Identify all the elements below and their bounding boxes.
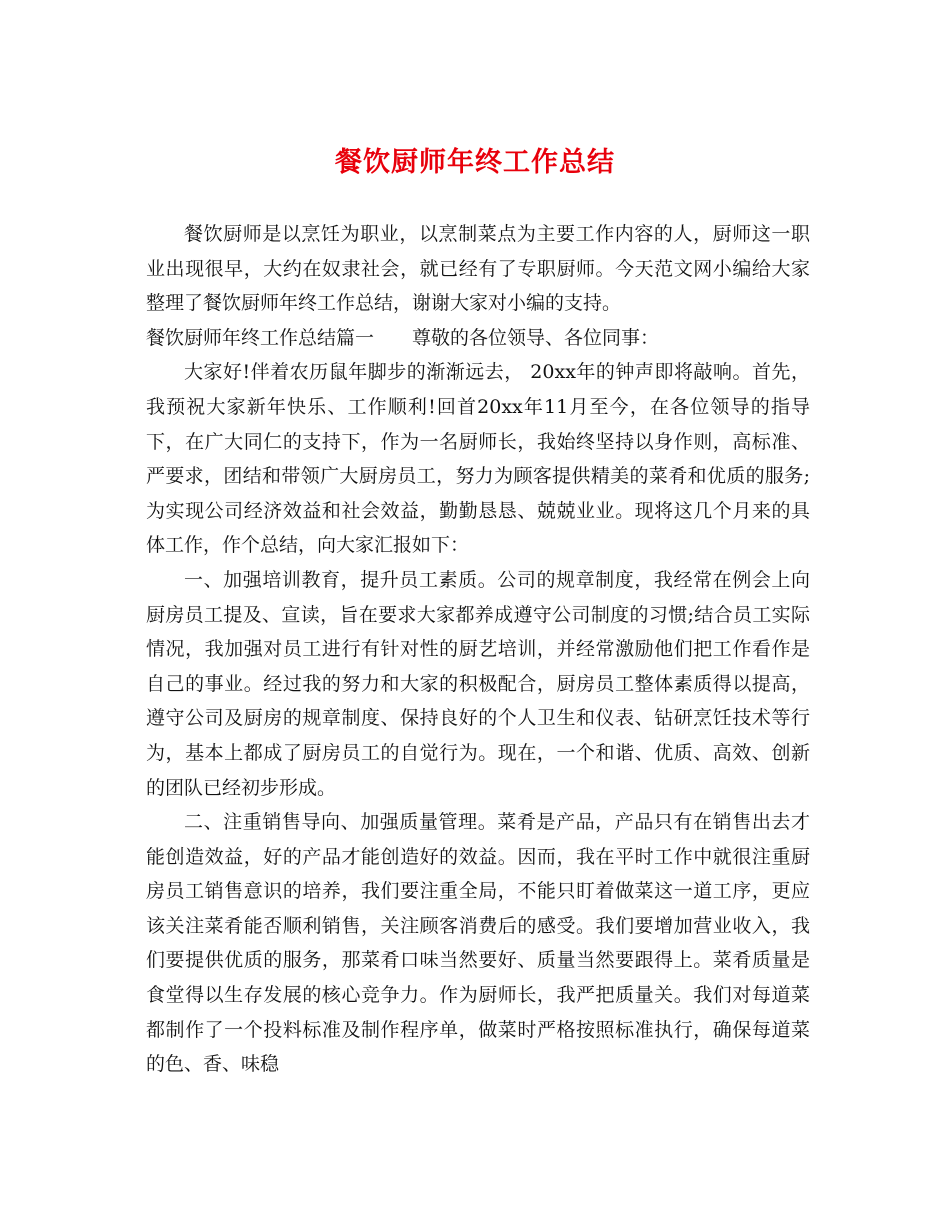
intro-paragraph: 餐饮厨师是以烹饪为职业，以烹制菜点为主要工作内容的人，厨师这一职业出现很早，大约在奴隶社会，就已经有了专职厨师。今天范文网小编给大家整理了餐饮厨师年终工作总结，谢谢大家对小编的支持。	[146, 223, 810, 315]
section-heading-line	[146, 321, 810, 356]
document-body	[146, 217, 810, 1082]
salutation: 尊敬的各位领导、各位同事：	[412, 326, 660, 349]
body-paragraph: 二、注重销售导向、加强质量管理。菜肴是产品，产品只有在销售出去才能创造效益，好的产品才能创造好的效益。因而，我在平时工作中就很注重厨房员工销售意识的培养，我们要注重全局，不能只盯着做菜这一道工序，更应该关注菜肴能否顺利销售，关注顾客消费后的感受。我们要增加营业收入，我们要提供优质的服务，那菜肴口味当然要好、质量当然要跟得上。菜肴质量是食堂得以生存发展的核心竞争力。作为厨师长，我严把质量关。我们对每道菜都制作了一个投料标准及制作程序单，做菜时严格按照标准执行，确保每道菜的色、香、味稳	[146, 811, 810, 1076]
body-paragraph: 大家好!伴着农历鼠年脚步的渐渐远去， 20xx年的钟声即将敲响。首先，我预祝大家新年快乐、工作顺利!回首20xx年11月至今，在各位领导的指导下，在广大同仁的支持下，作为一名厨师长，我始终坚持以身作则，高标准、严要求，团结和带领广大厨房员工，努力为顾客提供精美的菜肴和优质的服务;为实现公司经济效益和社会效益，勤勤恳恳、兢兢业业。现将这几个月来的具体工作，作个总结，向大家汇报如下：	[146, 361, 810, 557]
section-title: 餐饮厨师年终工作总结篇一	[146, 326, 375, 349]
document-title: 餐饮厨师年终工作总结	[335, 147, 615, 178]
body-paragraph: 一、加强培训教育，提升员工素质。公司的规章制度，我经常在例会上向厨房员工提及、宣读，旨在要求大家都养成遵守公司制度的习惯;结合员工实际情况，我加强对员工进行有针对性的厨艺培训，并经常激励他们把工作看作是自己的事业。经过我的努力和大家的积极配合，厨房员工整体素质得以提高，遵守公司及厨房的规章制度、保持良好的个人卫生和仪表、钻研烹饪技术等行为，基本上都成了厨房员工的自觉行为。现在，一个和谐、优质、高效、创新的团队已经初步形成。	[146, 568, 810, 799]
